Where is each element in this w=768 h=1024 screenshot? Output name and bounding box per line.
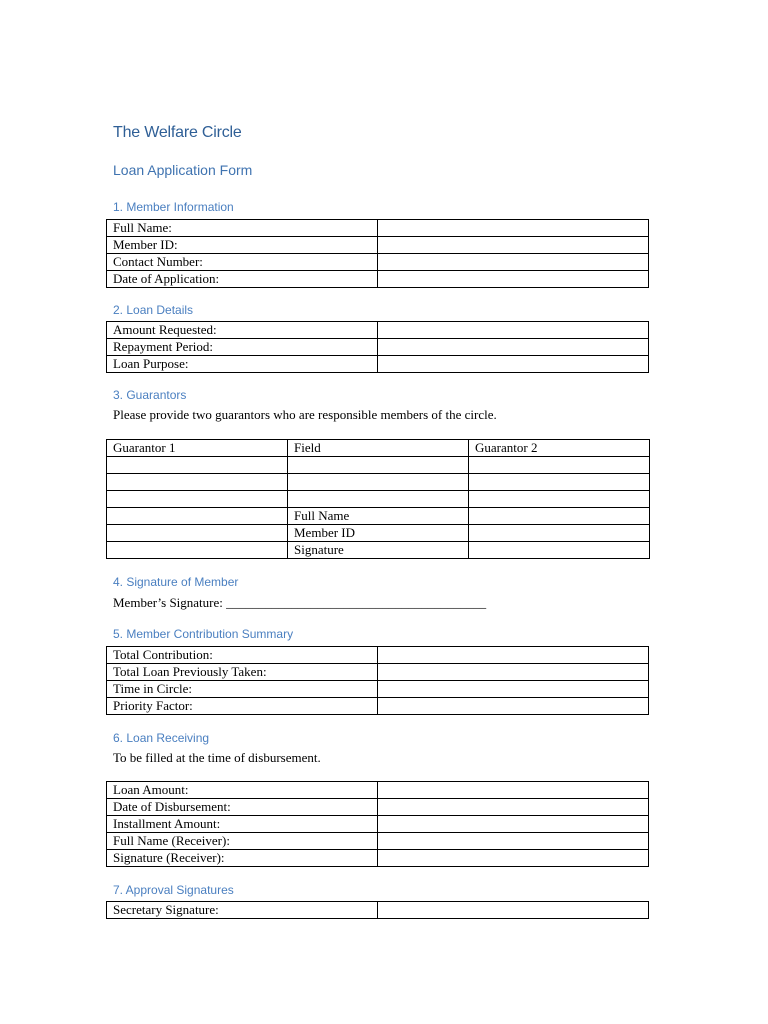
table-row [107, 799, 649, 816]
approval-signatures-table [106, 901, 649, 919]
guarantor-2-cell[interactable] [469, 491, 650, 508]
table-row [107, 816, 649, 833]
field-input-installment-amount[interactable] [378, 816, 649, 833]
loan-details-table [106, 321, 649, 373]
field-label: Date of Application: [107, 271, 378, 288]
guarantors-table [106, 439, 650, 559]
table-row [107, 491, 650, 508]
guarantor-2-signature-input[interactable] [469, 542, 650, 559]
table-row [107, 681, 649, 698]
table-row [107, 664, 649, 681]
table-row [107, 902, 649, 919]
guarantor-2-cell[interactable] [469, 457, 650, 474]
field-input-total-contribution[interactable] [378, 647, 649, 664]
section-heading-guarantors: 3. Guarantors [113, 388, 187, 402]
column-header-guarantor-2: Guarantor 2 [469, 440, 650, 457]
table-row [107, 850, 649, 867]
field-input-total-loan-previously-taken[interactable] [378, 664, 649, 681]
field-label: Total Contribution: [107, 647, 378, 664]
loan-receiving-table [106, 781, 649, 867]
field-label: Full Name (Receiver): [107, 833, 378, 850]
table-row [107, 322, 649, 339]
guarantor-2-member-id-input[interactable] [469, 525, 650, 542]
form-title: Loan Application Form [113, 162, 253, 178]
field-label: Signature [288, 542, 469, 559]
guarantors-note: Please provide two guarantors who are responsible members of the circle. [113, 407, 497, 422]
field-input-priority-factor[interactable] [378, 698, 649, 715]
field-label: Loan Amount: [107, 782, 378, 799]
field-input-receiver-full-name[interactable] [378, 833, 649, 850]
section-heading-member-information: 1. Member Information [113, 200, 234, 214]
field-cell [288, 474, 469, 491]
field-label: Repayment Period: [107, 339, 378, 356]
guarantor-2-full-name-input[interactable] [469, 508, 650, 525]
table-row [107, 508, 650, 525]
guarantor-1-signature-input[interactable] [107, 542, 288, 559]
guarantor-1-cell[interactable] [107, 457, 288, 474]
field-input-time-in-circle[interactable] [378, 681, 649, 698]
field-label: Priority Factor: [107, 698, 378, 715]
guarantor-1-full-name-input[interactable] [107, 508, 288, 525]
field-label: Date of Disbursement: [107, 799, 378, 816]
field-label: Full Name: [107, 220, 378, 237]
document-title: The Welfare Circle [113, 124, 242, 141]
table-row [107, 782, 649, 799]
field-input-contact-number[interactable] [378, 254, 649, 271]
field-label: Amount Requested: [107, 322, 378, 339]
table-row [107, 271, 649, 288]
table-row [107, 237, 649, 254]
guarantor-1-member-id-input[interactable] [107, 525, 288, 542]
field-cell [288, 491, 469, 508]
table-row [107, 542, 650, 559]
table-row [107, 356, 649, 373]
section-heading-loan-receiving: 6. Loan Receiving [113, 731, 210, 745]
field-label: Signature (Receiver): [107, 850, 378, 867]
field-label: Installment Amount: [107, 816, 378, 833]
table-row [107, 339, 649, 356]
field-input-loan-purpose[interactable] [378, 356, 649, 373]
field-cell [288, 457, 469, 474]
table-row [107, 254, 649, 271]
table-header-row [107, 440, 650, 457]
field-input-date-of-disbursement[interactable] [378, 799, 649, 816]
member-signature-line[interactable]: Member’s Signature: ________________________________________ [113, 595, 487, 610]
field-label: Total Loan Previously Taken: [107, 664, 378, 681]
table-row [107, 647, 649, 664]
field-label: Member ID: [107, 237, 378, 254]
table-row [107, 698, 649, 715]
column-header-field: Field [288, 440, 469, 457]
field-input-receiver-signature[interactable] [378, 850, 649, 867]
guarantor-2-cell[interactable] [469, 474, 650, 491]
table-row [107, 220, 649, 237]
table-row [107, 525, 650, 542]
column-header-guarantor-1: Guarantor 1 [107, 440, 288, 457]
section-heading-loan-details: 2. Loan Details [113, 303, 194, 317]
field-input-date-of-application[interactable] [378, 271, 649, 288]
section-heading-contribution-summary: 5. Member Contribution Summary [113, 627, 294, 641]
field-input-repayment-period[interactable] [378, 339, 649, 356]
section-heading-signature-of-member: 4. Signature of Member [113, 575, 239, 589]
field-label: Secretary Signature: [107, 902, 378, 919]
member-information-table [106, 219, 649, 288]
field-input-loan-amount[interactable] [378, 782, 649, 799]
field-input-secretary-signature[interactable] [378, 902, 649, 919]
field-input-member-id[interactable] [378, 237, 649, 254]
field-label: Member ID [288, 525, 469, 542]
section-heading-approval-signatures: 7. Approval Signatures [113, 883, 234, 897]
field-label: Time in Circle: [107, 681, 378, 698]
field-label: Full Name [288, 508, 469, 525]
contribution-summary-table [106, 646, 649, 715]
field-label: Contact Number: [107, 254, 378, 271]
field-input-full-name[interactable] [378, 220, 649, 237]
field-input-amount-requested[interactable] [378, 322, 649, 339]
table-row [107, 474, 650, 491]
guarantor-1-cell[interactable] [107, 491, 288, 508]
table-row [107, 833, 649, 850]
field-label: Loan Purpose: [107, 356, 378, 373]
guarantor-1-cell[interactable] [107, 474, 288, 491]
table-row [107, 457, 650, 474]
loan-receiving-note: To be filled at the time of disbursement. [113, 750, 321, 765]
